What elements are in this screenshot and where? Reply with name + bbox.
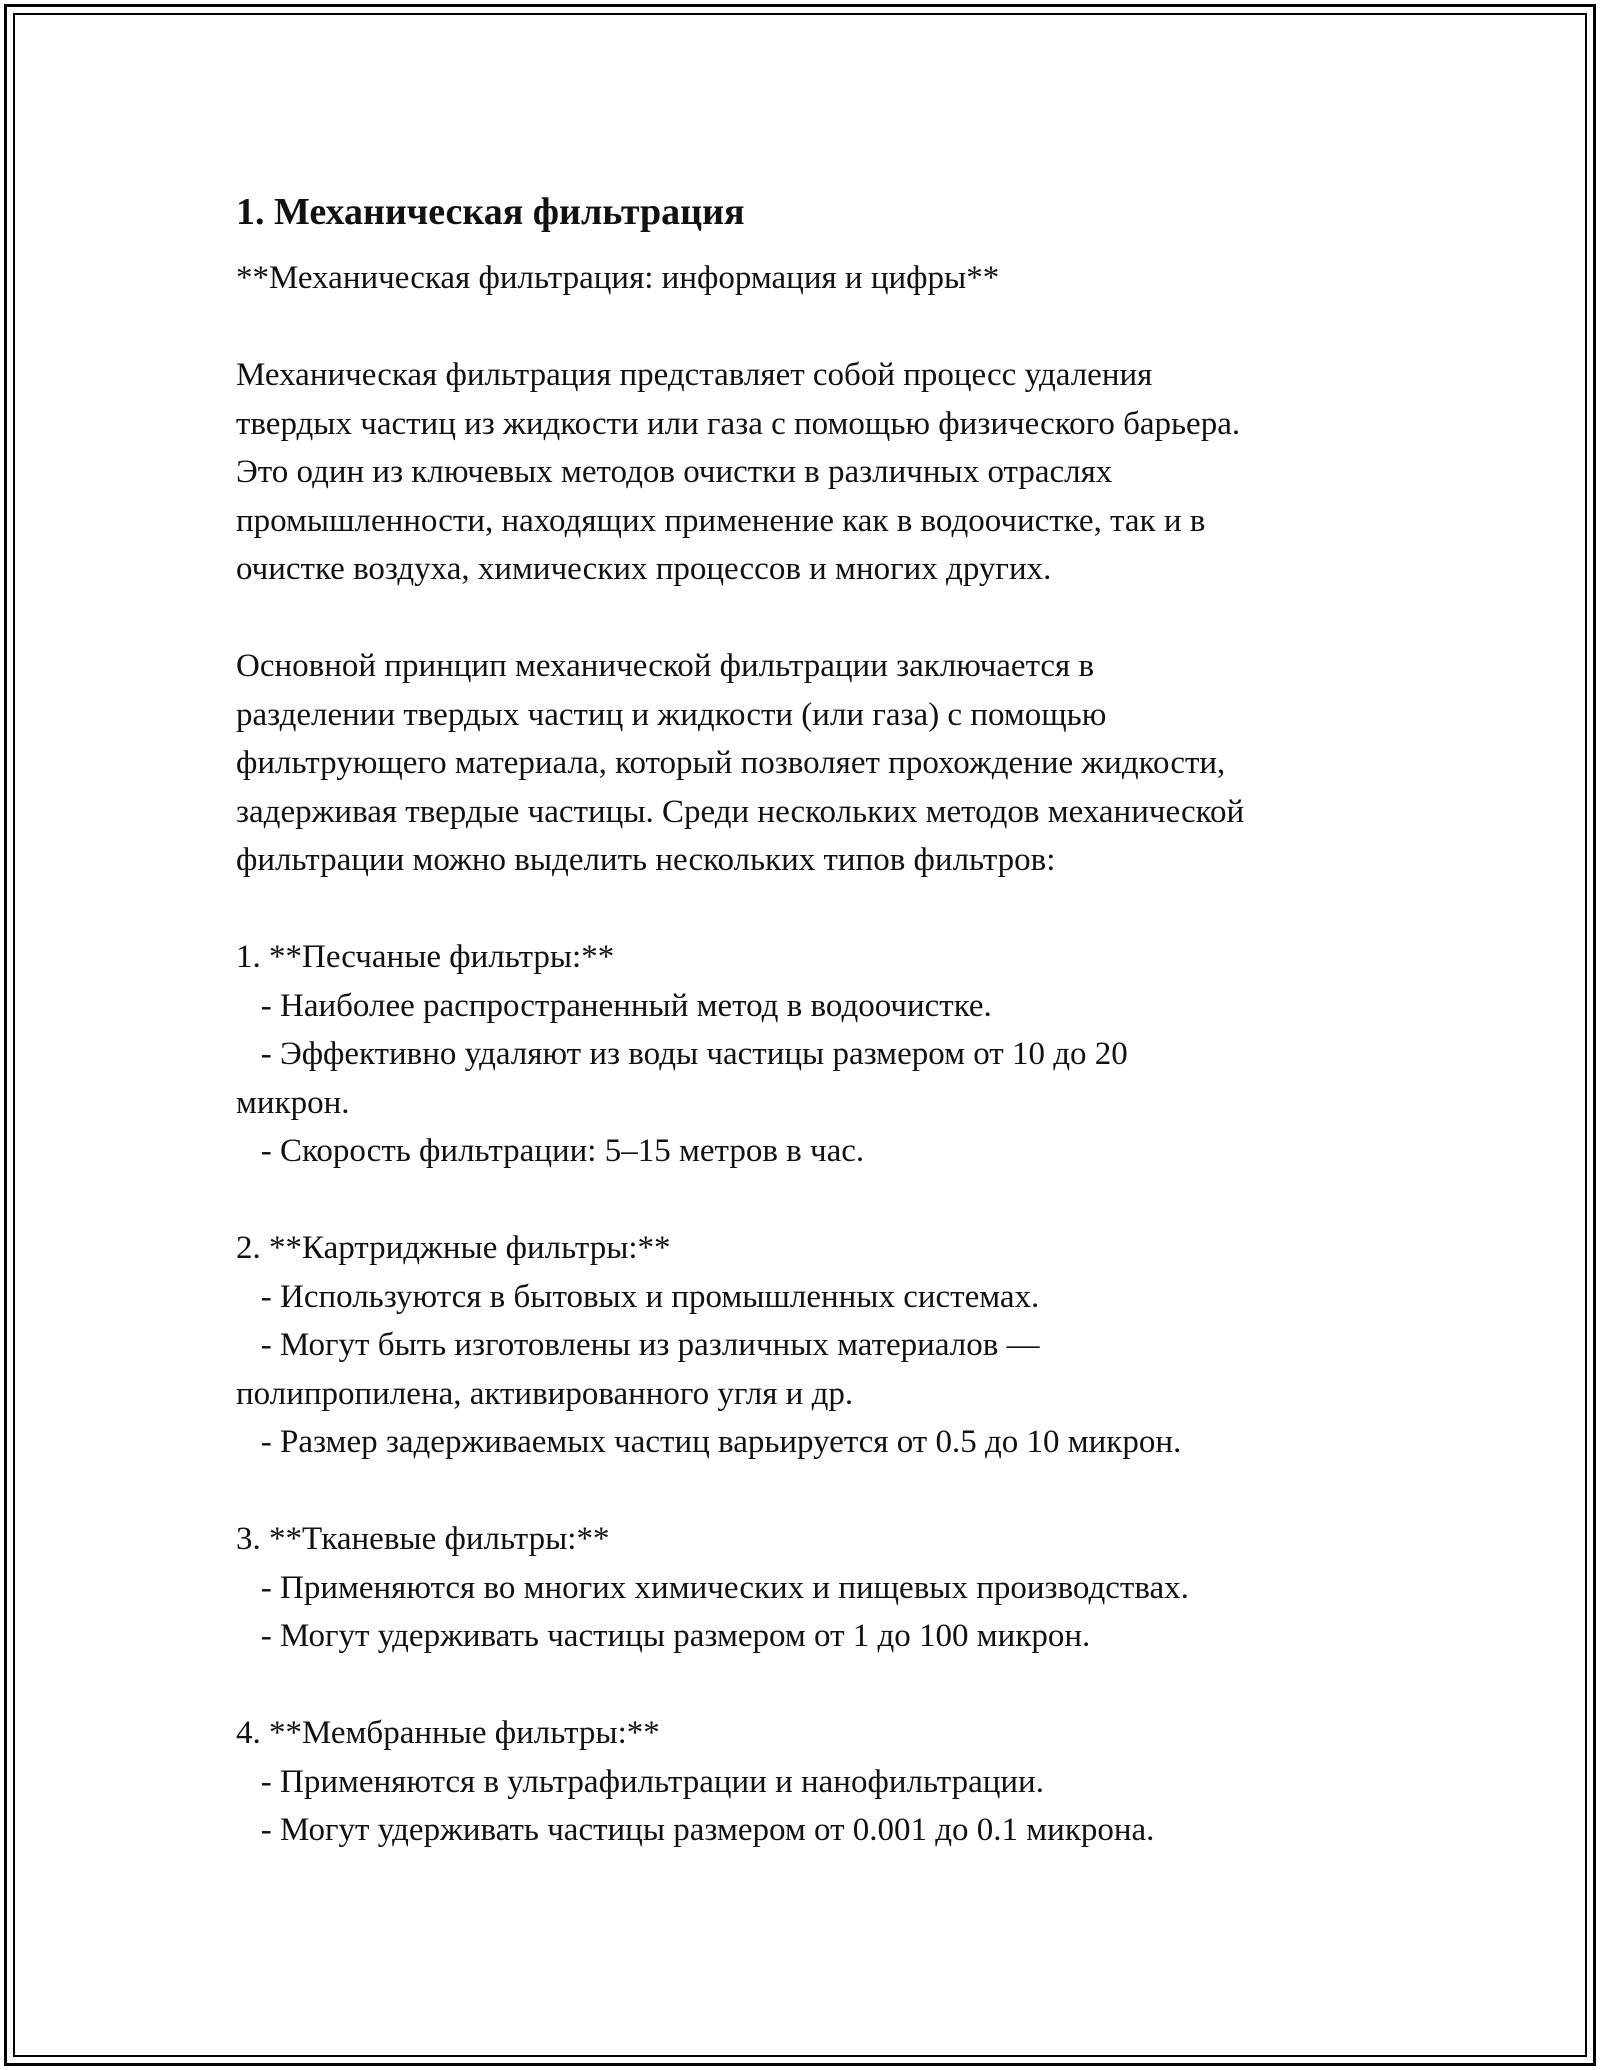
filter-detail: полипропилена, активированного угля и др.	[236, 1375, 854, 1412]
text-line: очистке воздуха, химических процессов и многих других.	[236, 551, 1052, 587]
filter-detail: - Наиболее распространенный метод в водоочистке.	[236, 987, 992, 1024]
paragraph-principle	[236, 642, 1416, 885]
text-line: промышленности, находящих применение как в водоочистке, так и в	[236, 502, 1206, 539]
paragraph-gap	[236, 594, 1416, 643]
document-subtitle: **Механическая фильтрация: информация и цифры**	[236, 260, 1000, 296]
filter-detail: - Могут быть изготовлены из различных материалов —	[236, 1327, 1040, 1363]
filter-detail: - Скорость фильтрации: 5–15 метров в час.	[236, 1133, 865, 1169]
filter-detail: - Эффективно удаляют из воды частицы размером от 10 до 20	[236, 1036, 1128, 1072]
paragraph-gap	[236, 303, 1416, 352]
filter-item-membrane	[236, 1709, 1416, 1855]
filter-detail: микрон.	[236, 1084, 350, 1121]
text-line: Это один из ключевых методов очистки в различных отраслях	[236, 454, 1113, 490]
document-body	[236, 180, 1416, 1855]
filter-detail: - Используются в бытовых и промышленных системах.	[236, 1278, 1040, 1315]
text-line: Основной принцип механической фильтрации заключается в	[236, 648, 1095, 684]
filter-item-cartridge	[236, 1224, 1416, 1467]
text-line: твердых частиц из жидкости или газа с помощью физического барьера.	[236, 405, 1241, 442]
filter-title: 3. **Тканевые фильтры:**	[236, 1521, 610, 1557]
paragraph-gap	[236, 1176, 1416, 1225]
paragraph-gap	[236, 1661, 1416, 1710]
filter-title: 1. **Песчаные фильтры:**	[236, 939, 615, 975]
filter-detail: - Могут удерживать частицы размером от 0.001 до 0.1 микрона.	[236, 1812, 1155, 1848]
filter-item-fabric	[236, 1515, 1416, 1661]
filter-title: 4. **Мембранные фильтры:**	[236, 1715, 660, 1751]
paragraph-intro	[236, 351, 1416, 594]
filter-detail: - Применяются во многих химических и пищевых производствах.	[236, 1569, 1189, 1606]
filter-detail: - Могут удерживать частицы размером от 1 до 100 микрон.	[236, 1618, 1091, 1654]
filter-title: 2. **Картриджные фильтры:**	[236, 1230, 671, 1266]
text-line: фильтрации можно выделить нескольких типов фильтров:	[236, 842, 1056, 878]
paragraph-gap	[236, 885, 1416, 934]
filter-detail: - Применяются в ультрафильтрации и нанофильтрации.	[236, 1763, 1044, 1800]
text-line: разделении твердых частиц и жидкости (или газа) с помощью	[236, 696, 1107, 733]
text-line: задерживая твердые частицы. Среди нескольких методов механической	[236, 793, 1245, 830]
text-line: Механическая фильтрация представляет собой процесс удаления	[236, 357, 1153, 393]
document-heading: 1. Механическая фильтрация	[236, 191, 745, 233]
filter-item-sand	[236, 933, 1416, 1176]
paragraph-gap	[236, 1467, 1416, 1516]
text-line: фильтрующего материала, который позволяет прохождение жидкости,	[236, 745, 1226, 781]
filter-detail: - Размер задерживаемых частиц варьируется от 0.5 до 10 микрон.	[236, 1424, 1182, 1460]
